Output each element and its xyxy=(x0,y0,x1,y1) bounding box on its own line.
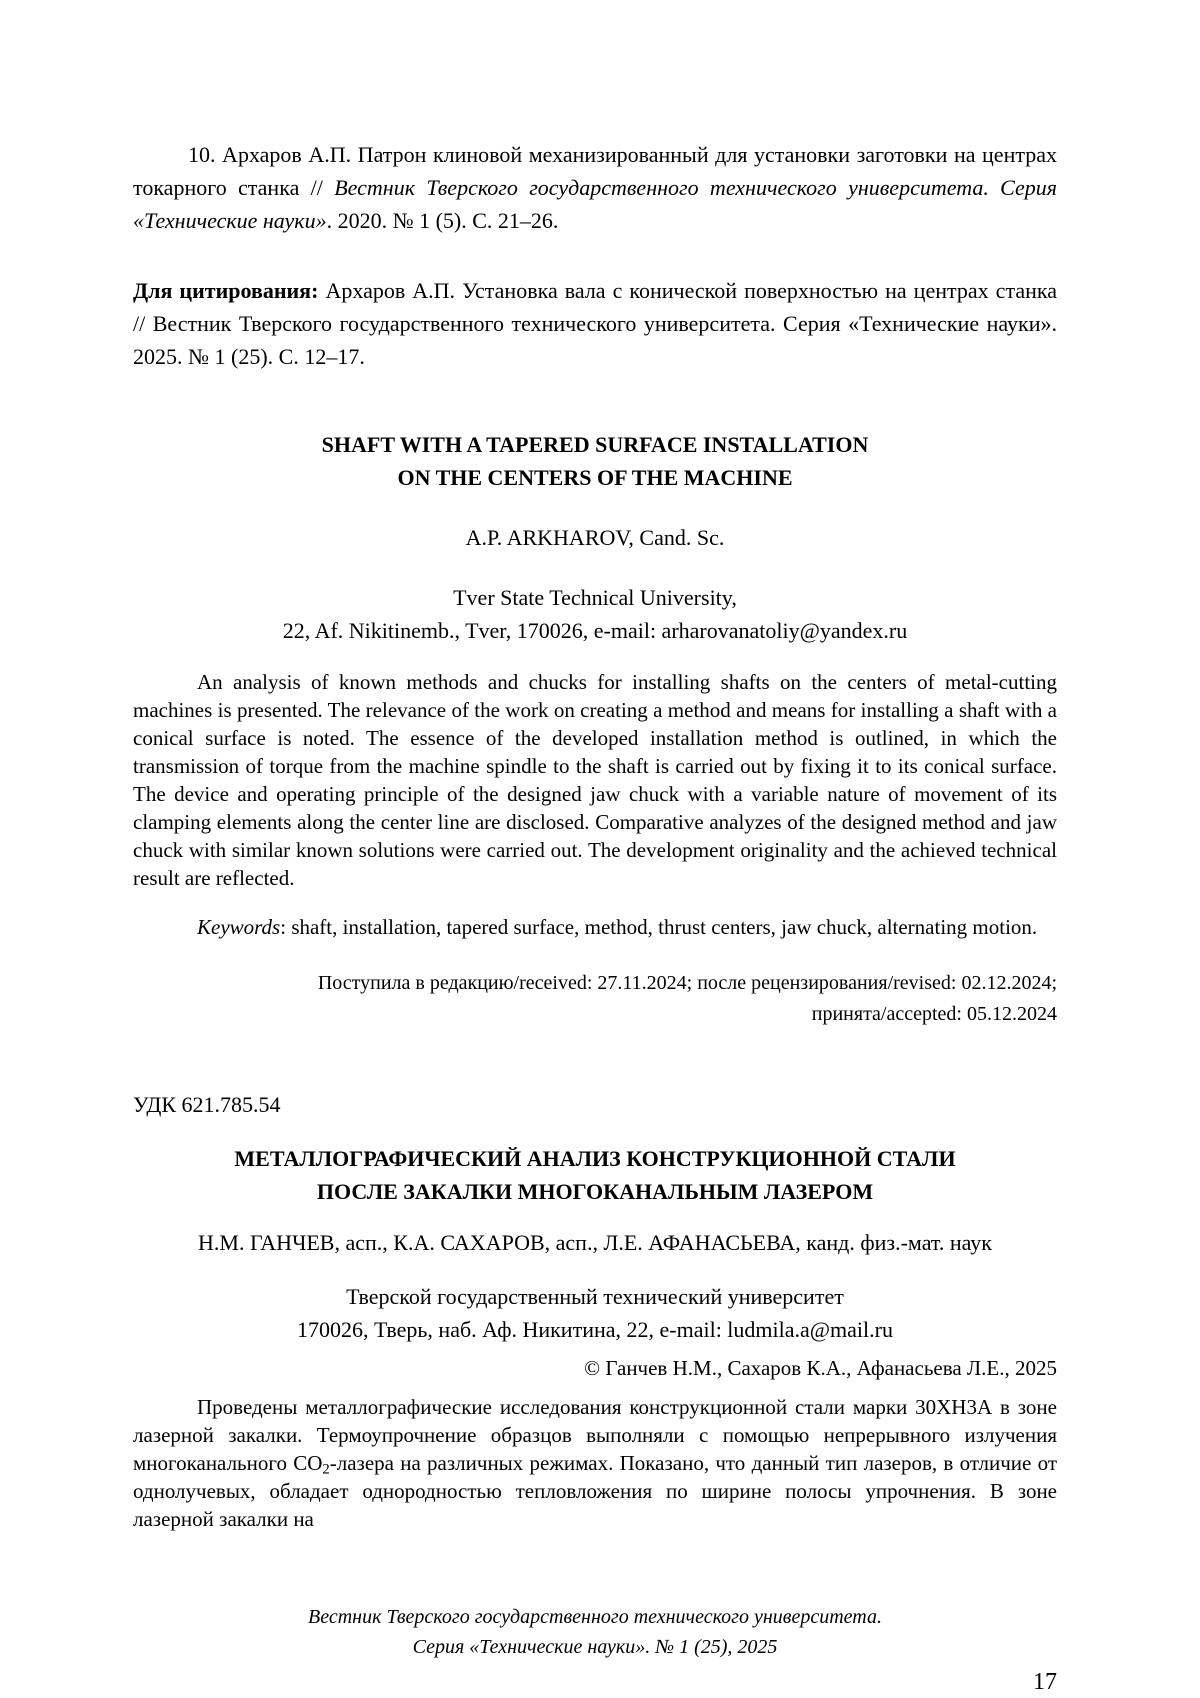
article-title-en-line2: ON THE CENTERS OF THE MACHINE xyxy=(397,465,793,490)
reference-entry xyxy=(133,138,1057,237)
journal-footer-line2: Серия «Технические науки». № 1 (25), 2025 xyxy=(412,1636,778,1658)
page-number: 17 xyxy=(1033,1669,1057,1695)
keywords-text: : shaft, installation, tapered surface, method, thrust centers, jaw chuck, alternating motion. xyxy=(280,915,1038,939)
keywords-label: Keywords xyxy=(197,915,281,939)
citation-label: Для цитирования: xyxy=(133,278,326,303)
journal-footer xyxy=(133,1602,1057,1662)
citation-note xyxy=(133,274,1057,373)
affiliation-en-line2: 22, Af. Nikitinemb., Tver, 170026, e-mail: arharovanatoliy@yandex.ru xyxy=(282,618,908,643)
article-title-en-line1: SHAFT WITH A TAPERED SURFACE INSTALLATION xyxy=(321,432,869,457)
reference-journal-italic: Вестник Тверского государственного технического университета. Серия «Технические науки» xyxy=(133,175,1057,233)
citation-text: Архаров А.П. Установка вала с конической поверхностью на центрах станка // Вестник Тверского государственного технического университета. Серия «Технические науки». 2025. № 1 (25). С. 12–17. xyxy=(133,278,1057,369)
abstract-en: An analysis of known methods and chucks for installing shafts on the centers of metal-cutting machines is presented. The relevance of the work on creating a method and means for installing a shaft with a conical surface is noted. The essence of the developed installation method is outlined, in which the transmission of torque from the machine spindle to the shaft is carried out by fixing it to its conical surface. The device and operating principle of the designed jaw chuck with a variable nature of movement of its clamping elements along the center line are disclosed. Comparative analyzes of the designed method and jaw chuck with similar known solutions were carried out. The development originality and the achieved technical result are reflected. xyxy=(133,670,1057,890)
abstract-ru-part1: Проведены металлографические исследования конструкционной стали марки 30ХН3А в зоне лазерной закалки. Термоупрочнение образцов выполняли с помощью непрерывного излучения многоканального СО xyxy=(133,1395,1057,1475)
received-dates-line2: принята/accepted: 05.12.2024 xyxy=(811,1003,1057,1025)
affiliation-en xyxy=(133,581,1057,647)
article-title-ru xyxy=(133,1142,1057,1208)
affiliation-ru-line1: Тверской государственный технический университет xyxy=(346,1284,844,1309)
authors-ru: Н.М. ГАНЧЕВ, асп., К.А. САХАРОВ, асп., Л.Е. АФАНАСЬЕВА, канд. физ.-мат. наук xyxy=(198,1230,992,1255)
received-dates xyxy=(133,968,1057,1030)
author-en: A.P. ARKHAROV, Cand. Sc. xyxy=(465,525,725,550)
affiliation-en-line1: Tver State Technical University, xyxy=(453,585,737,610)
article-title-en xyxy=(133,428,1057,494)
received-dates-line1: Поступила в редакцию/received: 27.11.2024; после рецензирования/revised: 02.12.2024; xyxy=(317,972,1057,994)
keywords-en xyxy=(133,913,1057,941)
article-title-ru-line1: МЕТАЛЛОГРАФИЧЕСКИЙ АНАЛИЗ КОНСТРУКЦИОННОЙ СТАЛИ xyxy=(234,1146,956,1171)
co2-subscript: 2 xyxy=(322,1461,330,1478)
journal-footer-line1: Вестник Тверского государственного технического университета. xyxy=(308,1606,882,1628)
udc-code: УДК 621.785.54 xyxy=(133,1092,281,1117)
affiliation-ru-line2: 170026, Тверь, наб. Аф. Никитина, 22, e-mail: ludmila.a@mail.ru xyxy=(297,1317,893,1342)
article-title-ru-line2: ПОСЛЕ ЗАКАЛКИ МНОГОКАНАЛЬНЫМ ЛАЗЕРОМ xyxy=(316,1179,874,1204)
reference-text-end: . 2020. № 1 (5). С. 21–26. xyxy=(326,208,559,233)
abstract-ru xyxy=(133,1393,1057,1533)
reference-text-start: 10. Архаров А.П. Патрон клиновой механизированный для установки заготовки на центрах токарного станка // xyxy=(133,142,1057,200)
copyright-line: © Ганчев Н.М., Сахаров К.А., Афанасьева Л.Е., 2025 xyxy=(584,1356,1057,1380)
abstract-ru-part2: -лазера на различных режимах. Показано, что данный тип лазеров, в отличие от однолучевых, обладает однородностью тепловложения по ширине полосы упрочнения. В зоне лазерной закалки на xyxy=(133,1451,1057,1531)
page-content-column xyxy=(133,0,1057,1698)
affiliation-ru xyxy=(133,1280,1057,1346)
